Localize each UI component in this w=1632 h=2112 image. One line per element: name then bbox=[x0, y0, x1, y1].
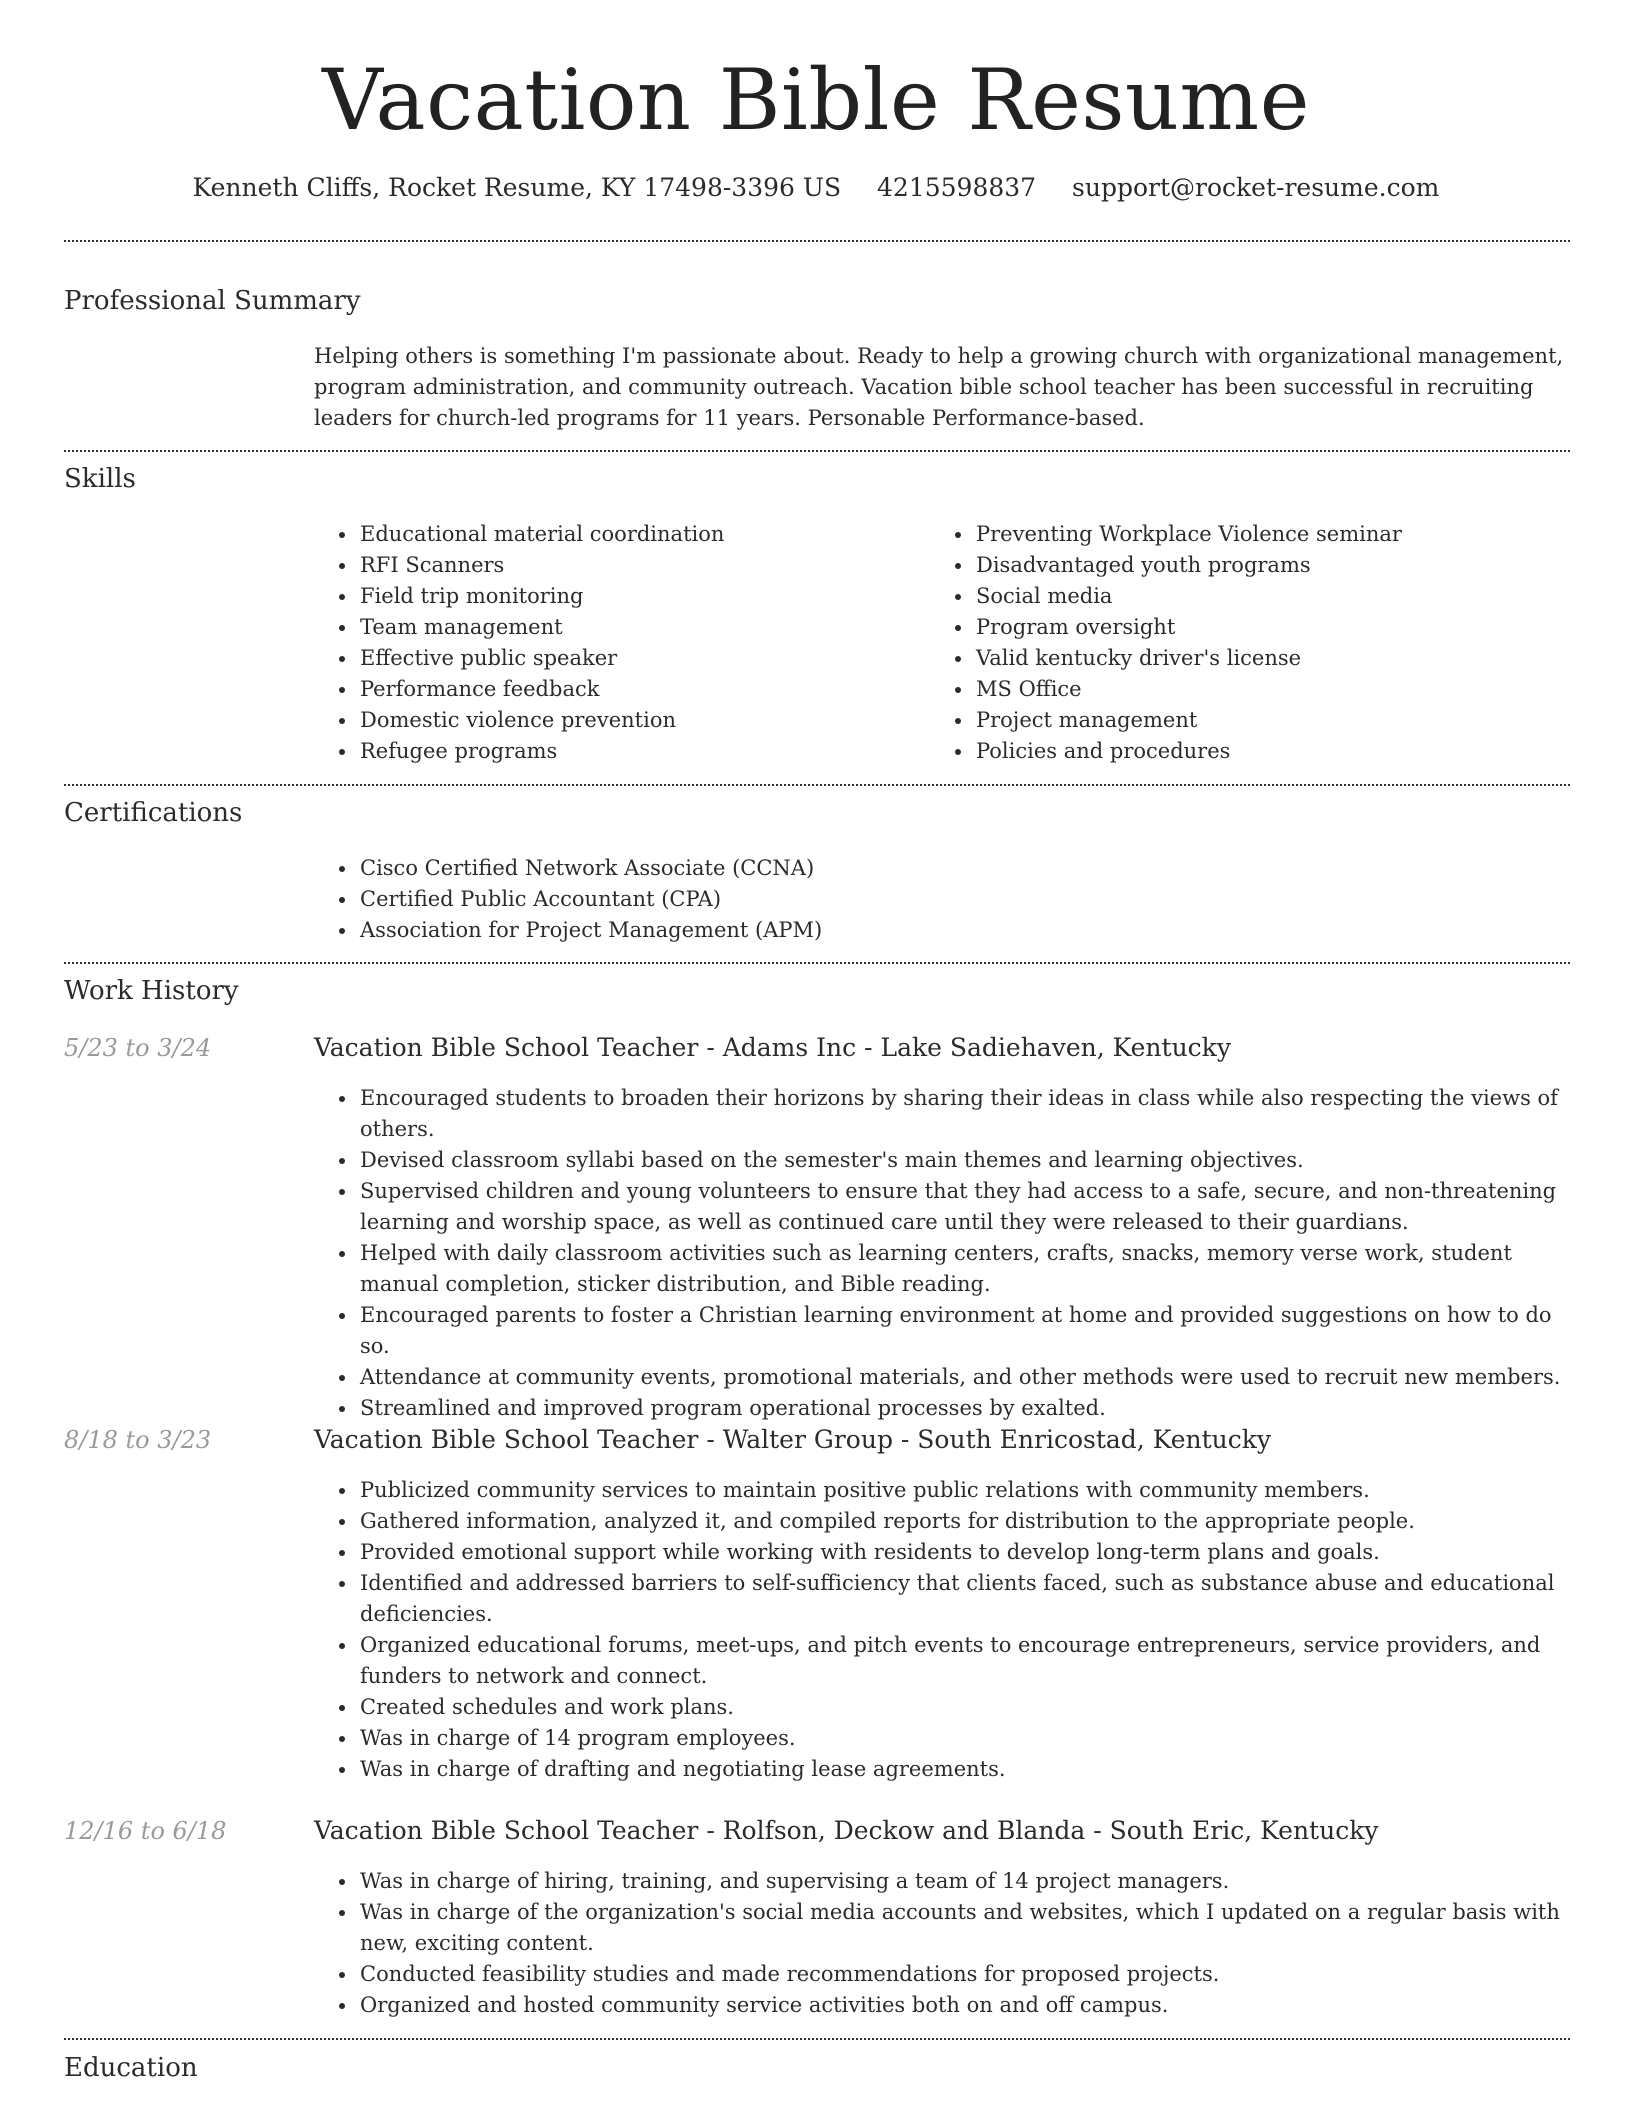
list-item: • RFI Scanners bbox=[358, 550, 914, 581]
job-title: Vacation Bible School Teacher - Adams Inc - Lake Sadiehaven, Kentucky bbox=[314, 1033, 1231, 1062]
list-item: • Valid kentucky driver's license bbox=[974, 643, 1566, 674]
job-title: Vacation Bible School Teacher - Walter Group - South Enricostad, Kentucky bbox=[314, 1425, 1272, 1454]
list-item: • Conducted feasibility studies and made recommendations for proposed projects. bbox=[358, 1959, 1568, 1990]
list-item: • Devised classroom syllabi based on the semester's main themes and learning objectives. bbox=[358, 1145, 1568, 1176]
skills-list-right bbox=[930, 519, 1566, 767]
section-divider bbox=[64, 2038, 1570, 2040]
list-item: • Domestic violence prevention bbox=[358, 705, 914, 736]
list-item: • Performance feedback bbox=[358, 674, 914, 705]
skills-list-left bbox=[314, 519, 914, 767]
job-duties-list bbox=[314, 1475, 1568, 1785]
list-item: • Program oversight bbox=[974, 612, 1566, 643]
list-item: • Effective public speaker bbox=[358, 643, 914, 674]
summary-heading: Professional Summary bbox=[64, 286, 361, 316]
job-duties-list bbox=[314, 1083, 1568, 1424]
list-item: • Field trip monitoring bbox=[358, 581, 914, 612]
list-item: • Social media bbox=[974, 581, 1566, 612]
section-divider bbox=[64, 240, 1570, 242]
list-item: • Disadvantaged youth programs bbox=[974, 550, 1566, 581]
list-item: • Organized and hosted community service activities both on and off campus. bbox=[358, 1990, 1568, 2021]
list-item: • MS Office bbox=[974, 674, 1566, 705]
list-item: • Cisco Certified Network Associate (CCNA) bbox=[358, 853, 1566, 884]
contact-address: Kenneth Cliffs, Rocket Resume, KY 17498-3396 US bbox=[192, 173, 842, 202]
list-item: • Was in charge of hiring, training, and supervising a team of 14 project managers. bbox=[358, 1866, 1568, 1897]
contact-email: support@rocket-resume.com bbox=[1072, 173, 1440, 202]
list-item: • Provided emotional support while working with residents to develop long-term plans and goals. bbox=[358, 1537, 1568, 1568]
job-title: Vacation Bible School Teacher - Rolfson, Deckow and Blanda - South Eric, Kentucky bbox=[314, 1816, 1379, 1845]
list-item: • Streamlined and improved program operational processes by exalted. bbox=[358, 1393, 1568, 1424]
job-duties bbox=[314, 1866, 1568, 2021]
skills-left-column bbox=[314, 519, 914, 767]
list-item: • Encouraged students to broaden their horizons by sharing their ideas in class while also respecting the views of others. bbox=[358, 1083, 1568, 1145]
contact-phone: 4215598837 bbox=[877, 173, 1037, 202]
job-dates: 5/23 to 3/24 bbox=[64, 1034, 212, 1062]
certifications-heading: Certifications bbox=[64, 798, 243, 828]
job-duties bbox=[314, 1083, 1568, 1424]
list-item: • Refugee programs bbox=[358, 736, 914, 767]
list-item: • Created schedules and work plans. bbox=[358, 1692, 1568, 1723]
resume-title: Vacation Bible Resume bbox=[322, 51, 1310, 149]
list-item: • Encouraged parents to foster a Christian learning environment at home and provided suggestions on how to do so. bbox=[358, 1300, 1568, 1362]
list-item: • Organized educational forums, meet-ups, and pitch events to encourage entrepreneurs, service providers, and funders to network and connect. bbox=[358, 1630, 1568, 1692]
list-item: • Was in charge of drafting and negotiating lease agreements. bbox=[358, 1754, 1568, 1785]
list-item: • Project management bbox=[974, 705, 1566, 736]
list-item: • Identified and addressed barriers to self-sufficiency that clients faced, such as substance abuse and educational deficiencies. bbox=[358, 1568, 1568, 1630]
list-item: • Was in charge of 14 program employees. bbox=[358, 1723, 1568, 1754]
summary-text: Helping others is something I'm passionate about. Ready to help a growing church with organizational management, program administration, and community outreach. Vacation bible school teacher has been successful in recruiting leaders for church-led programs for 11 years. Personable Performance-based. bbox=[314, 344, 1564, 430]
certifications-list bbox=[314, 853, 1566, 946]
section-divider bbox=[64, 784, 1570, 786]
list-item: • Preventing Workplace Violence seminar bbox=[974, 519, 1566, 550]
section-divider bbox=[64, 962, 1570, 964]
skills-right-column bbox=[930, 519, 1566, 767]
job-duties-list bbox=[314, 1866, 1568, 2021]
list-item: • Was in charge of the organization's social media accounts and websites, which I updated on a regular basis with new, exciting content. bbox=[358, 1897, 1568, 1959]
list-item: • Association for Project Management (APM) bbox=[358, 915, 1566, 946]
list-item: • Certified Public Accountant (CPA) bbox=[358, 884, 1566, 915]
list-item: • Supervised children and young volunteers to ensure that they had access to a safe, secure, and non-threatening learning and worship space, as well as continued care until they were released to their guardians. bbox=[358, 1176, 1568, 1238]
list-item: • Helped with daily classroom activities such as learning centers, crafts, snacks, memory verse work, student manual completion, sticker distribution, and Bible reading. bbox=[358, 1238, 1568, 1300]
list-item: • Team management bbox=[358, 612, 914, 643]
education-heading: Education bbox=[64, 2053, 198, 2083]
certifications-column bbox=[314, 853, 1566, 946]
job-duties bbox=[314, 1475, 1568, 1785]
list-item: • Publicized community services to maintain positive public relations with community members. bbox=[358, 1475, 1568, 1506]
job-dates: 12/16 to 6/18 bbox=[64, 1817, 227, 1845]
section-divider bbox=[64, 450, 1570, 452]
contact-line bbox=[0, 168, 1632, 208]
work-history-heading: Work History bbox=[64, 976, 239, 1006]
list-item: • Gathered information, analyzed it, and compiled reports for distribution to the appropriate people. bbox=[358, 1506, 1568, 1537]
job-dates: 8/18 to 3/23 bbox=[64, 1426, 212, 1454]
list-item: • Attendance at community events, promotional materials, and other methods were used to recruit new members. bbox=[358, 1362, 1568, 1393]
list-item: • Policies and procedures bbox=[974, 736, 1566, 767]
list-item: • Educational material coordination bbox=[358, 519, 914, 550]
skills-heading: Skills bbox=[64, 464, 136, 494]
